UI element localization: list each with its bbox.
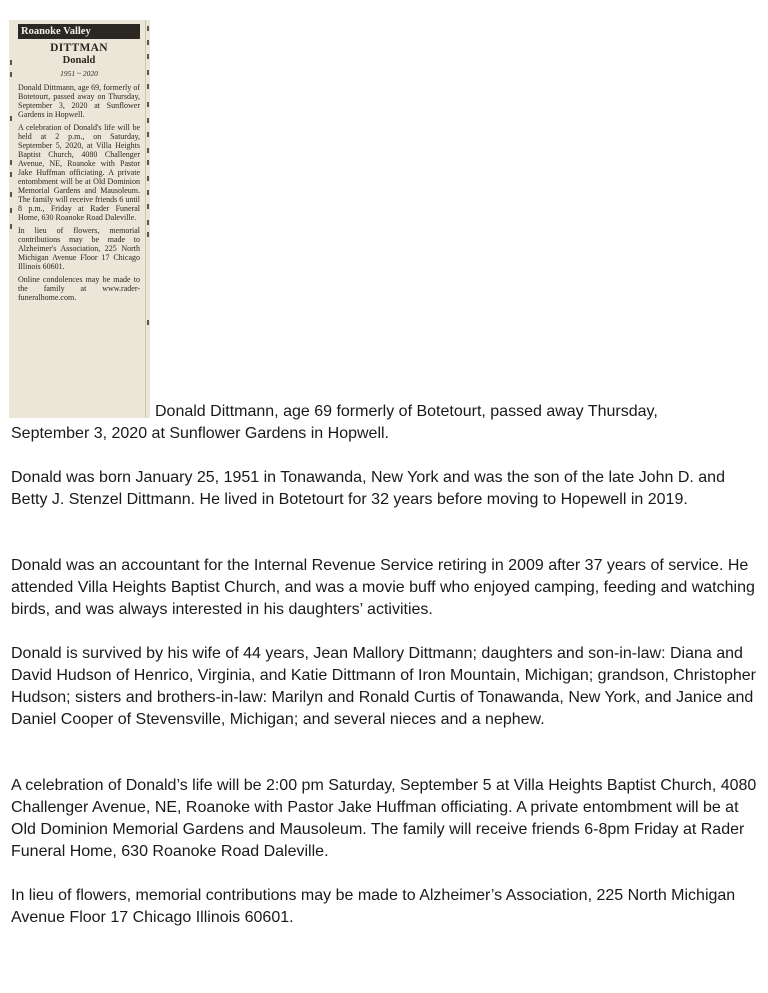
paragraph-career: Donald was an accountant for the Internal Revenue Service retiring in 2009 after 37 years of service. He attended Villa Heights Baptist Church, and was a movie buff who enjoyed camping, feeding and watching birds, and was always interested in his daughters’ activities.	[11, 557, 755, 618]
clipping-years: 1951 ~ 2020	[60, 69, 98, 78]
clipping-paragraph: Donald Dittmann, age 69, formerly of Botetourt, passed away on Thursday, September 3, 2020 at Sunflower Gardens in Hopwell.	[18, 83, 140, 119]
clipping-right-edge	[145, 20, 150, 418]
paragraph-service: A celebration of Donald’s life will be 2:00 pm Saturday, September 5 at Villa Heights Baptist Church, 4080 Challenger Avenue, NE, Roanoke with Pastor Jake Huffman officiating. A private entombment will be at Old Dominion Memorial Gardens and Mausoleum. The family will receive friends 6-8pm Friday at Rader Funeral Home, 630 Roanoke Road Daleville.	[11, 777, 757, 860]
clipping-left-edge	[9, 20, 13, 418]
clipping-paragraph: Online condolences may be made to the family at www.rader-funeralhome.com.	[18, 275, 140, 302]
paragraph-birth: Donald was born January 25, 1951 in Tonawanda, New York and was the son of the late John D. and Betty J. Stenzel Dittmann. He lived in Botetourt for 32 years before moving to Hopewell in 2019.	[11, 469, 725, 508]
paragraph-memorial: In lieu of flowers, memorial contributions may be made to Alzheimer’s Association, 225 North Michigan Avenue Floor 17 Chicago Illinois 60601.	[11, 887, 736, 926]
obituary-lead-line-2: September 3, 2020 at Sunflower Gardens in Hopwell.	[11, 425, 389, 442]
clipping-given-name: Donald	[62, 55, 96, 66]
clipping-column	[18, 24, 140, 306]
clipping-paragraph: A celebration of Donald's life will be held at 2 p.m., on Saturday, September 5, 2020, at Villa Heights Baptist Church, 4080 Challenger Avenue, NE, Roanoke with Pastor Jake Huffman officiating. A private entombment will be at Old Dominion Memorial Gardens and Mausoleum. The family will receive friends 6 until 8 p.m., Friday at Rader Funeral Home, 630 Roanoke Road Daleville.	[18, 123, 140, 222]
paragraph-survivors: Donald is survived by his wife of 44 years, Jean Mallory Dittmann; daughters and son-in-law: Diana and David Hudson of Henrico, Virginia, and Katie Dittmann of Iron Mountain, Michigan; grandson, Christopher Hudson; sisters and brothers-in-law: Marilyn and Ronald Curtis of Tonawanda, New York, and Janice and Daniel Cooper of Stevensville, Michigan; and several nieces and a nephew.	[11, 645, 756, 728]
clipping-paragraph: In lieu of flowers, memorial contributions may be made to Alzheimer's Association, 225 North Michigan Avenue Floor 17 Chicago Illinois 60601.	[18, 226, 140, 271]
clipping-surname: DITTMAN	[50, 42, 108, 54]
obituary-lead-line-1: Donald Dittmann, age 69 formerly of Botetourt, passed away Thursday,	[155, 403, 658, 420]
newspaper-name: Roanoke Valley	[18, 24, 140, 39]
newspaper-clipping	[9, 20, 150, 418]
